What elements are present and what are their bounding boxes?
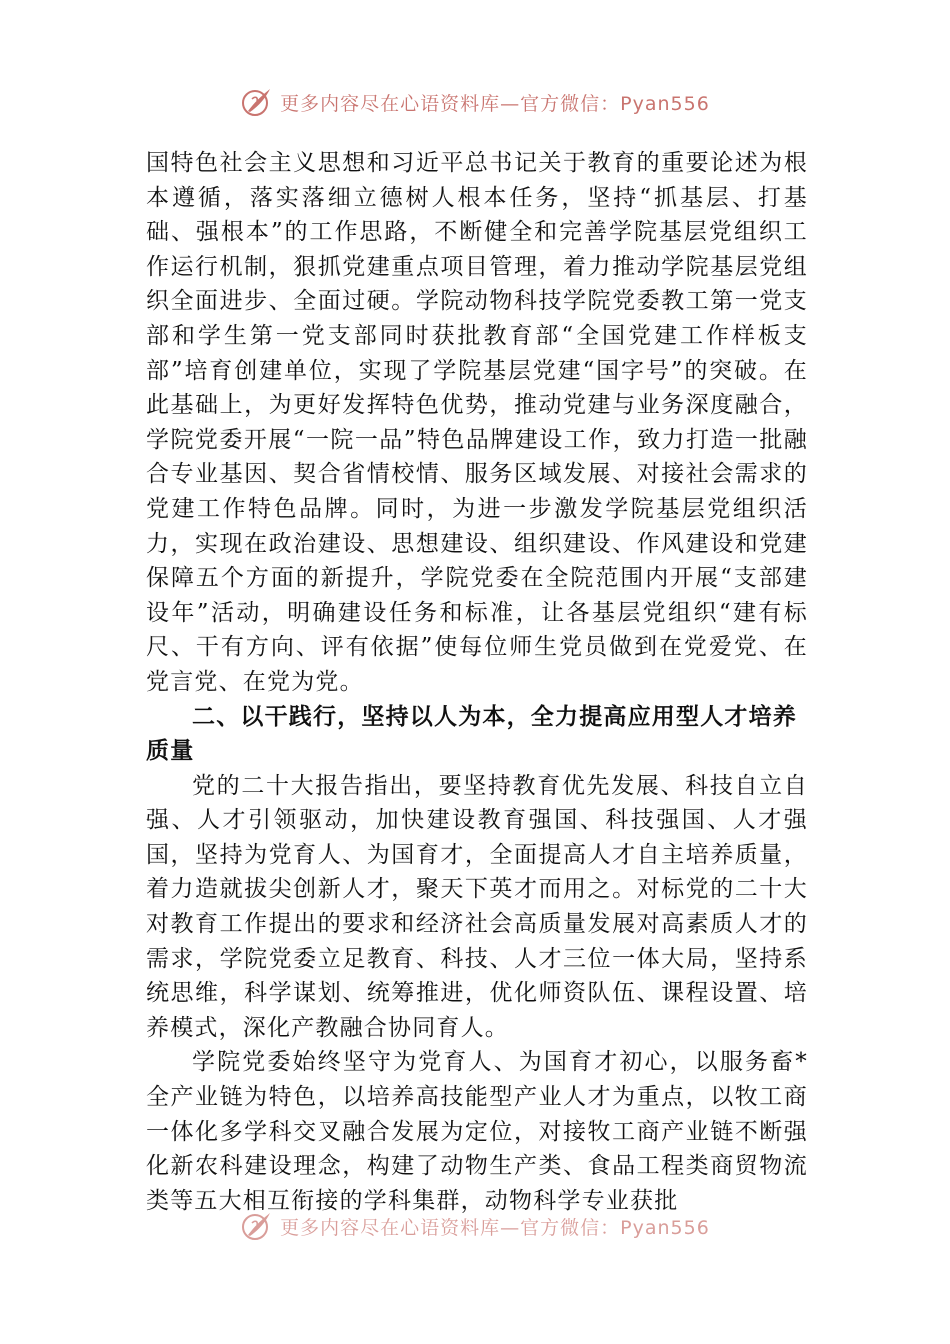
watermark-text: [280, 1213, 710, 1240]
watermark-footer: [0, 1206, 950, 1246]
section-heading: 二、以干践行，坚持以人为本，全力提高应用型人才培养质量: [146, 703, 797, 765]
watermark-label: 更多内容尽在心语资料库—官方微信：: [280, 92, 621, 115]
watermark-wechat-id: Pyan556: [620, 1216, 710, 1239]
watermark-header: [0, 82, 950, 122]
watermark-wechat-id: Pyan556: [620, 92, 710, 115]
watermark-text: [280, 89, 710, 116]
quill-logo-icon: [240, 1209, 274, 1243]
document-body: [146, 146, 808, 1218]
paragraph-1: 国特色社会主义思想和习近平总书记关于教育的重要论述为根本遵循，落实落细立德树人根本任务，坚持“抓基层、打基础、强根本”的工作思路，不断健全和完善学院基层党组织工作运行机制，狠抓党建重点项目管理，着力推动学院基层党组织全面进步、全面过硬。学院动物科技学院党委教工第一党支部和学生第一党支部同时获批教育部“全国党建工作样板支部”培育创建单位，实现了学院基层党建“国字号”的突破。在此基础上，为更好发挥特色优势，推动党建与业务深度融合，学院党委开展“一院一品”特色品牌建设工作，致力打造一批融合专业基因、契合省情校情、服务区域发展、对接社会需求的党建工作特色品牌。同时，为进一步激发学院基层党组织活力，实现在政治建设、思想建设、组织建设、作风建设和党建保障五个方面的新提升，学院党委在全院范围内开展“支部建设年”活动，明确建设任务和标准，让各基层党组织“建有标尺、干有方向、评有依据”使每位师生党员做到在党爱党、在党言党、在党为党。: [146, 150, 808, 695]
watermark-label: 更多内容尽在心语资料库—官方微信：: [280, 1216, 621, 1239]
paragraph-2: 党的二十大报告指出，要坚持教育优先发展、科技自立自强、人才引领驱动，加快建设教育强国、科技强国、人才强国，坚持为党育人、为国育才，全面提高人才自主培养质量，着力造就拔尖创新人才，聚天下英才而用之。对标党的二十大对教育工作提出的要求和经济社会高质量发展对高素质人才的需求，学院党委立足教育、科技、人才三位一体大局，坚持系统思维，科学谋划、统筹推进，优化师资队伍、课程设置、培养模式，深化产教融合协同育人。: [146, 772, 808, 1041]
paragraph-3: 学院党委始终坚守为党育人、为国育才初心，以服务畜*全产业链为特色，以培养高技能型产业人才为重点，以牧工商一体化多学科交叉融合发展为定位，对接牧工商产业链不断强化新农科建设理念，构建了动物生产类、食品工程类商贸物流类等五大相互衔接的学科集群，动物科学专业获批: [146, 1049, 808, 1214]
quill-logo-icon: [240, 85, 274, 119]
